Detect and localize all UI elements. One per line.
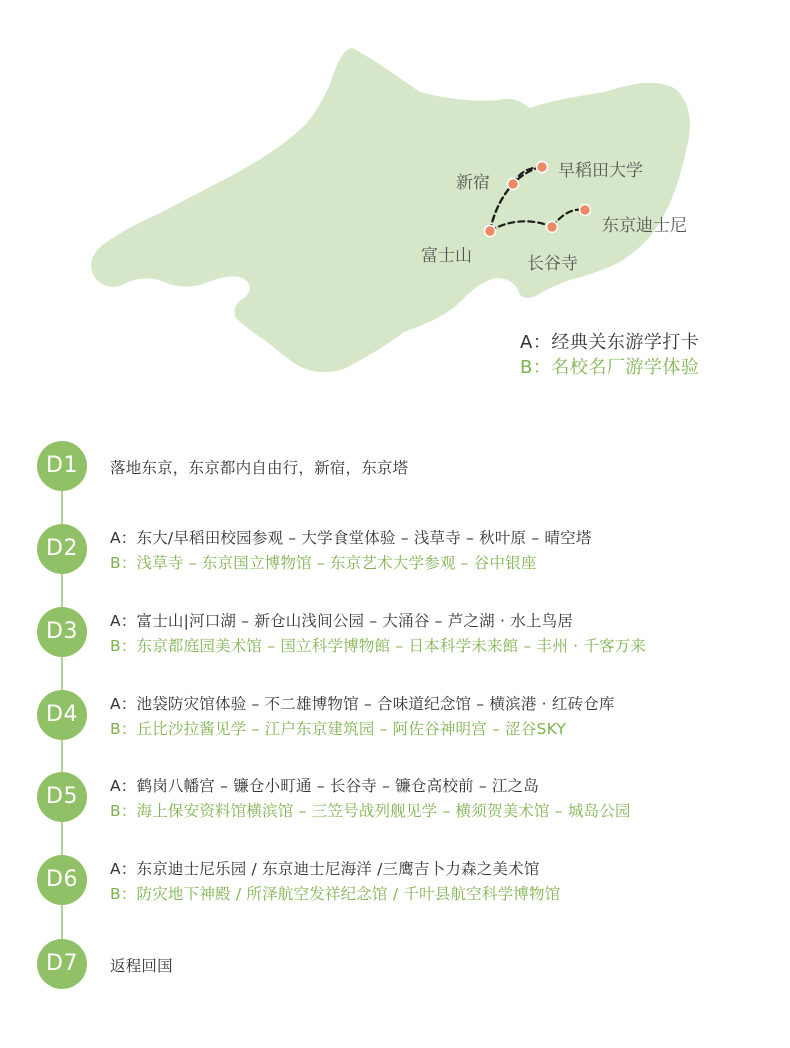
day-itinerary: 返程回国 <box>110 957 173 975</box>
route-a-itinerary: A：富士山|河口湖 – 新仓山浅间公园 – 大涌谷 – 芦之湖 · 水上鸟居 <box>110 612 574 630</box>
route-a-itinerary: A：东京迪士尼乐园 / 东京迪士尼海洋 /三鹰吉卜力森之美术馆 <box>110 860 540 878</box>
route-b-itinerary: B：防灾地下神殿 / 所泽航空发祥纪念馆 / 千叶县航空科学博物馆 <box>110 885 561 903</box>
marker-disney <box>580 205 591 216</box>
route-a-itinerary: A：鹤岗八幡宫 – 镰仓小町通 – 长谷寺 – 镰仓高校前 – 江之岛 <box>110 777 540 795</box>
route-a-itinerary: A：池袋防灾馆体验 – 不二雄博物馆 – 合味道纪念馆 – 横滨港 · 红砖仓库 <box>110 695 615 713</box>
day-badge: D7 <box>37 939 87 989</box>
city-label-fuji: 富士山 <box>421 246 472 266</box>
route-a-itinerary: A：东大/早稻田校园参观 – 大学食堂体验 – 浅草寺 – 秋叶原 – 晴空塔 <box>110 529 592 547</box>
route-b-itinerary: B：丘比沙拉酱见学 – 江户东京建筑园 – 阿佐谷神明宫 – 涩谷SKY <box>110 720 567 738</box>
day-badge: D4 <box>37 690 87 740</box>
marker-fuji <box>485 226 496 237</box>
legend-route-b: B：名校名厂游学体验 <box>520 357 700 378</box>
day-badge: D2 <box>37 524 87 574</box>
route-b-itinerary: B：浅草寺 – 东京国立博物馆 – 东京艺术大学参观 – 谷中银座 <box>110 554 537 572</box>
city-label-hase: 长谷寺 <box>527 254 578 274</box>
day-itinerary: 落地东京，东京都内自由行，新宿，东京塔 <box>110 459 409 477</box>
route-b-itinerary: B：东京都庭园美术馆 – 国立科学博物館 – 日本科学未来館 – 丰州 · 千客万来 <box>110 637 647 655</box>
city-label-disney: 东京迪士尼 <box>602 216 687 236</box>
marker-waseda <box>537 162 548 173</box>
marker-hase <box>547 222 558 233</box>
day-badge: D1 <box>37 441 87 491</box>
day-badge: D6 <box>37 855 87 905</box>
marker-shinjuku <box>508 179 519 190</box>
city-label-shinjuku: 新宿 <box>456 173 490 193</box>
land-shape <box>91 48 690 372</box>
city-label-waseda: 早稻田大学 <box>558 161 643 181</box>
legend-route-a: A：经典关东游学打卡 <box>520 332 700 353</box>
day-badge: D3 <box>37 607 87 657</box>
route-b-itinerary: B：海上保安资料馆横滨馆 – 三笠号战列舰见学 – 横须贺美术馆 – 城岛公园 <box>110 802 631 820</box>
day-badge: D5 <box>37 772 87 822</box>
